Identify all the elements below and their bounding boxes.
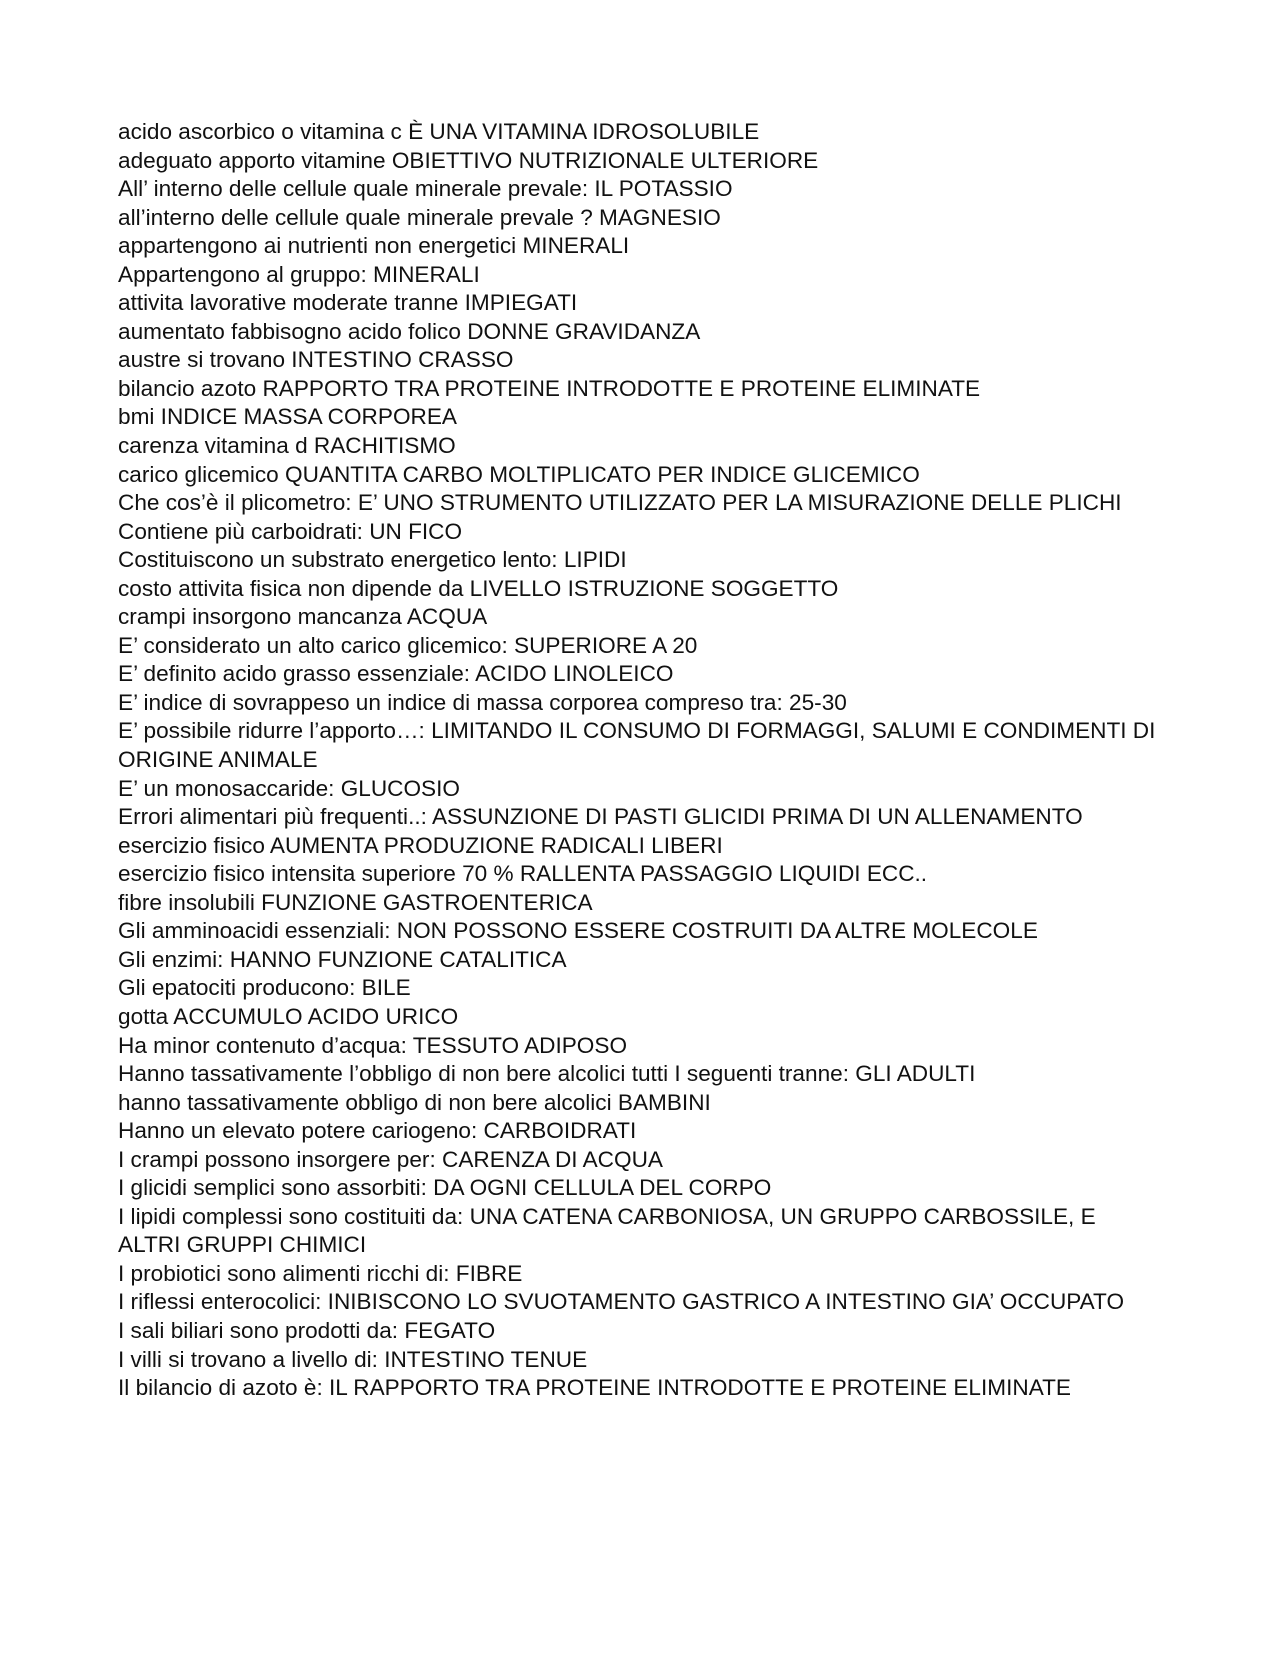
- list-item: fibre insolubili FUNZIONE GASTROENTERICA: [118, 889, 593, 915]
- list-item: All’ interno delle cellule quale minerale prevale: IL POTASSIO: [118, 176, 733, 202]
- list-item: E’ possibile ridurre l’apporto…: LIMITANDO IL CONSUMO DI FORMAGGI, SALUMI E CONDIMENTI DI ORIGINE ANIMALE: [118, 718, 1156, 773]
- list-item: gotta ACCUMULO ACIDO URICO: [118, 1003, 459, 1029]
- list-item: carenza vitamina d RACHITISMO: [118, 433, 456, 459]
- list-item: I lipidi complessi sono costituiti da: UNA CATENA CARBONIOSA, UN GRUPPO CARBOSSILE, E ALTRI GRUPPI CHIMICI: [118, 1203, 1096, 1258]
- list-item: appartengono ai nutrienti non energetici MINERALI: [118, 233, 630, 259]
- list-item: Ha minor contenuto d’acqua: TESSUTO ADIPOSO: [118, 1032, 628, 1058]
- list-item: aumentato fabbisogno acido folico DONNE GRAVIDANZA: [118, 318, 701, 344]
- qa-list: [118, 118, 1158, 1403]
- list-item: all’interno delle cellule quale minerale prevale ? MAGNESIO: [118, 204, 721, 230]
- list-item: E’ definito acido grasso essenziale: ACIDO LINOLEICO: [118, 661, 674, 687]
- list-item: acido ascorbico o vitamina c È UNA VITAMINA IDROSOLUBILE: [118, 119, 760, 144]
- list-item: costo attivita fisica non dipende da LIVELLO ISTRUZIONE SOGGETTO: [118, 575, 839, 601]
- list-item: esercizio fisico intensita superiore 70 % RALLENTA PASSAGGIO LIQUIDI ECC..: [118, 861, 928, 887]
- list-item: bilancio azoto RAPPORTO TRA PROTEINE INTRODOTTE E PROTEINE ELIMINATE: [118, 375, 981, 401]
- list-item: E’ indice di sovrappeso un indice di massa corporea compreso tra: 25-30: [118, 689, 847, 715]
- list-item: Contiene più carboidrati: UN FICO: [118, 518, 463, 544]
- list-item: Gli amminoacidi essenziali: NON POSSONO ESSERE COSTRUITI DA ALTRE MOLECOLE: [118, 918, 1038, 944]
- list-item: I villi si trovano a livello di: INTESTINO TENUE: [118, 1346, 588, 1372]
- list-item: Hanno tassativamente l’obbligo di non bere alcolici tutti I seguenti tranne: GLI ADULTI: [118, 1061, 976, 1087]
- list-item: I probiotici sono alimenti ricchi di: FIBRE: [118, 1260, 523, 1286]
- list-item: Gli epatociti producono: BILE: [118, 975, 411, 1001]
- list-item: Appartengono al gruppo: MINERALI: [118, 261, 480, 287]
- list-item: I crampi possono insorgere per: CARENZA DI ACQUA: [118, 1146, 663, 1172]
- list-item: Errori alimentari più frequenti..: ASSUNZIONE DI PASTI GLICIDI PRIMA DI UN ALLENAMENTO: [118, 804, 1083, 830]
- list-item: I riflessi enterocolici: INIBISCONO LO SVUOTAMENTO GASTRICO A INTESTINO GIA’ OCCUPATO: [118, 1289, 1125, 1315]
- list-item: Che cos’è il plicometro: E’ UNO STRUMENTO UTILIZZATO PER LA MISURAZIONE DELLE PLICHI: [118, 490, 1122, 516]
- list-item: E’ considerato un alto carico glicemico: SUPERIORE A 20: [118, 632, 698, 658]
- list-item: I glicidi semplici sono assorbiti: DA OGNI CELLULA DEL CORPO: [118, 1175, 772, 1201]
- list-item: hanno tassativamente obbligo di non bere alcolici BAMBINI: [118, 1089, 711, 1115]
- list-item: crampi insorgono mancanza ACQUA: [118, 604, 488, 630]
- list-item: adeguato apporto vitamine OBIETTIVO NUTRIZIONALE ULTERIORE: [118, 147, 819, 173]
- list-item: austre si trovano INTESTINO CRASSO: [118, 347, 514, 373]
- list-item: Costituiscono un substrato energetico lento: LIPIDI: [118, 547, 627, 573]
- list-item: carico glicemico QUANTITA CARBO MOLTIPLICATO PER INDICE GLICEMICO: [118, 461, 920, 487]
- list-item: I sali biliari sono prodotti da: FEGATO: [118, 1317, 496, 1343]
- list-item: esercizio fisico AUMENTA PRODUZIONE RADICALI LIBERI: [118, 832, 723, 858]
- list-item: E’ un monosaccaride: GLUCOSIO: [118, 775, 460, 801]
- list-item: bmi INDICE MASSA CORPOREA: [118, 404, 457, 430]
- list-item: Hanno un elevato potere cariogeno: CARBOIDRATI: [118, 1118, 637, 1144]
- list-item: attivita lavorative moderate tranne IMPIEGATI: [118, 290, 578, 316]
- list-item: Gli enzimi: HANNO FUNZIONE CATALITICA: [118, 946, 567, 972]
- list-item: Il bilancio di azoto è: IL RAPPORTO TRA PROTEINE INTRODOTTE E PROTEINE ELIMINATE: [118, 1375, 1071, 1401]
